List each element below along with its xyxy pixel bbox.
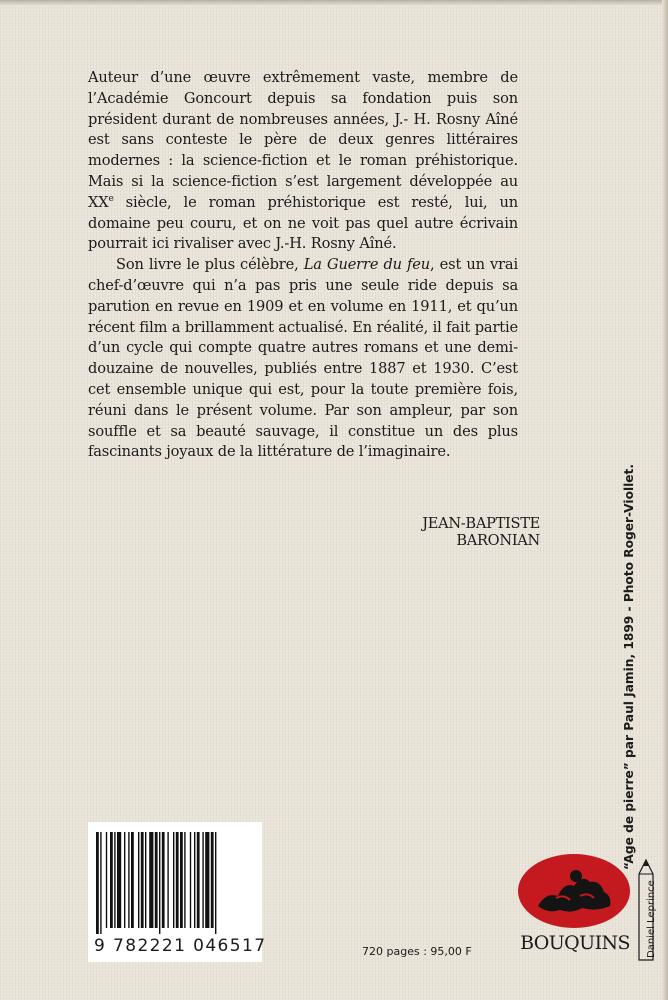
page-count-price: 720 pages : 95,00 F (362, 945, 472, 958)
blurb-paragraph-2 (88, 255, 518, 463)
isbn-barcode (88, 822, 267, 962)
back-cover-blurb (88, 68, 518, 463)
logo-figure-head (570, 870, 582, 882)
barcode-bar (96, 832, 99, 934)
barcode-bar (211, 832, 214, 928)
barcode-bar (202, 832, 203, 928)
blurb-author-signature: JEAN-BAPTISTE BARONIAN (422, 515, 540, 549)
barcode-bar (176, 832, 179, 928)
barcode-bar (197, 832, 200, 928)
blurb-paragraph-1 (88, 68, 518, 255)
blurb-p1-text: Auteur d’une œuvre extrêmement vaste, membre de l’Académie Goncourt depuis sa fondation puis son président durant de nombreuses années, J.- H. Rosny Aîné est sans conteste le père de deux genres littéraires modernes : la science-fiction et le roman préhistorique. Mais si la science-fiction s’est largement développée au XX (88, 69, 518, 211)
blurb-p1-end: siècle, le roman préhistorique est resté, lui, un domaine peu couru, et on ne voit pas quel autre écrivain pourrait ici rivaliser avec J.-H. Rosny Aîné. (88, 193, 518, 253)
barcode-bar (110, 832, 113, 928)
barcode-bar (215, 832, 216, 934)
isbn-number: 9 782221 046517 (94, 936, 267, 956)
publisher-name: BOUQUINS (520, 932, 630, 954)
barcode-bar (180, 832, 183, 928)
barcode-bar (117, 832, 121, 928)
barcode-bar (162, 832, 165, 928)
designer-credit: Daniel Leprince (646, 880, 657, 958)
barcode-bar (106, 832, 107, 928)
barcode-bar (145, 832, 146, 928)
barcode-bar (173, 832, 174, 928)
barcode-bars (96, 832, 254, 934)
barcode-bar (194, 832, 195, 928)
publisher-logo-icon (516, 852, 632, 930)
barcode-bar (100, 832, 101, 934)
barcode-bar (205, 832, 209, 928)
barcode-bar (155, 832, 158, 928)
barcode-bar (159, 832, 160, 934)
cover-image-credit: “Age de pierre” par Paul Jamin, 1899 - Photo Roger-Viollet. (622, 463, 636, 870)
book-title-italic: La Guerre du feu (303, 256, 431, 274)
barcode-bar (167, 832, 168, 928)
barcode-bar (114, 832, 115, 928)
blurb-p2-start: Son livre le plus célèbre, (116, 256, 304, 274)
cover-top-edge (0, 0, 668, 6)
barcode-bar (149, 832, 153, 928)
barcode-bar (128, 832, 129, 928)
barcode-bar (124, 832, 125, 928)
cover-right-edge (662, 0, 668, 1000)
barcode-bar (190, 832, 191, 928)
century-superscript: e (108, 193, 114, 204)
barcode-bar (131, 832, 134, 928)
barcode-bar (138, 832, 139, 928)
barcode-bar (141, 832, 144, 928)
blurb-p2-end: , est un vrai chef-d’œuvre qui n’a pas pris une seule ride depuis sa parution en revue en 1909 et en volume en 1911, et qu’un récent film a brillamment actualisé. En réalité, il fait partie d’un cycle qui compte quatre autres romans et une demi-douzaine de nouvelles, publiés entre 1887 et 1930. C’est cet ensemble unique qui est, pour la toute première fois, réuni dans le présent volume. Par son ampleur, par son souffle et sa beauté sauvage, il constitue un des plus fascinants joyaux de la littérature de l’imaginaire. (88, 256, 518, 461)
barcode-bar (184, 832, 185, 928)
